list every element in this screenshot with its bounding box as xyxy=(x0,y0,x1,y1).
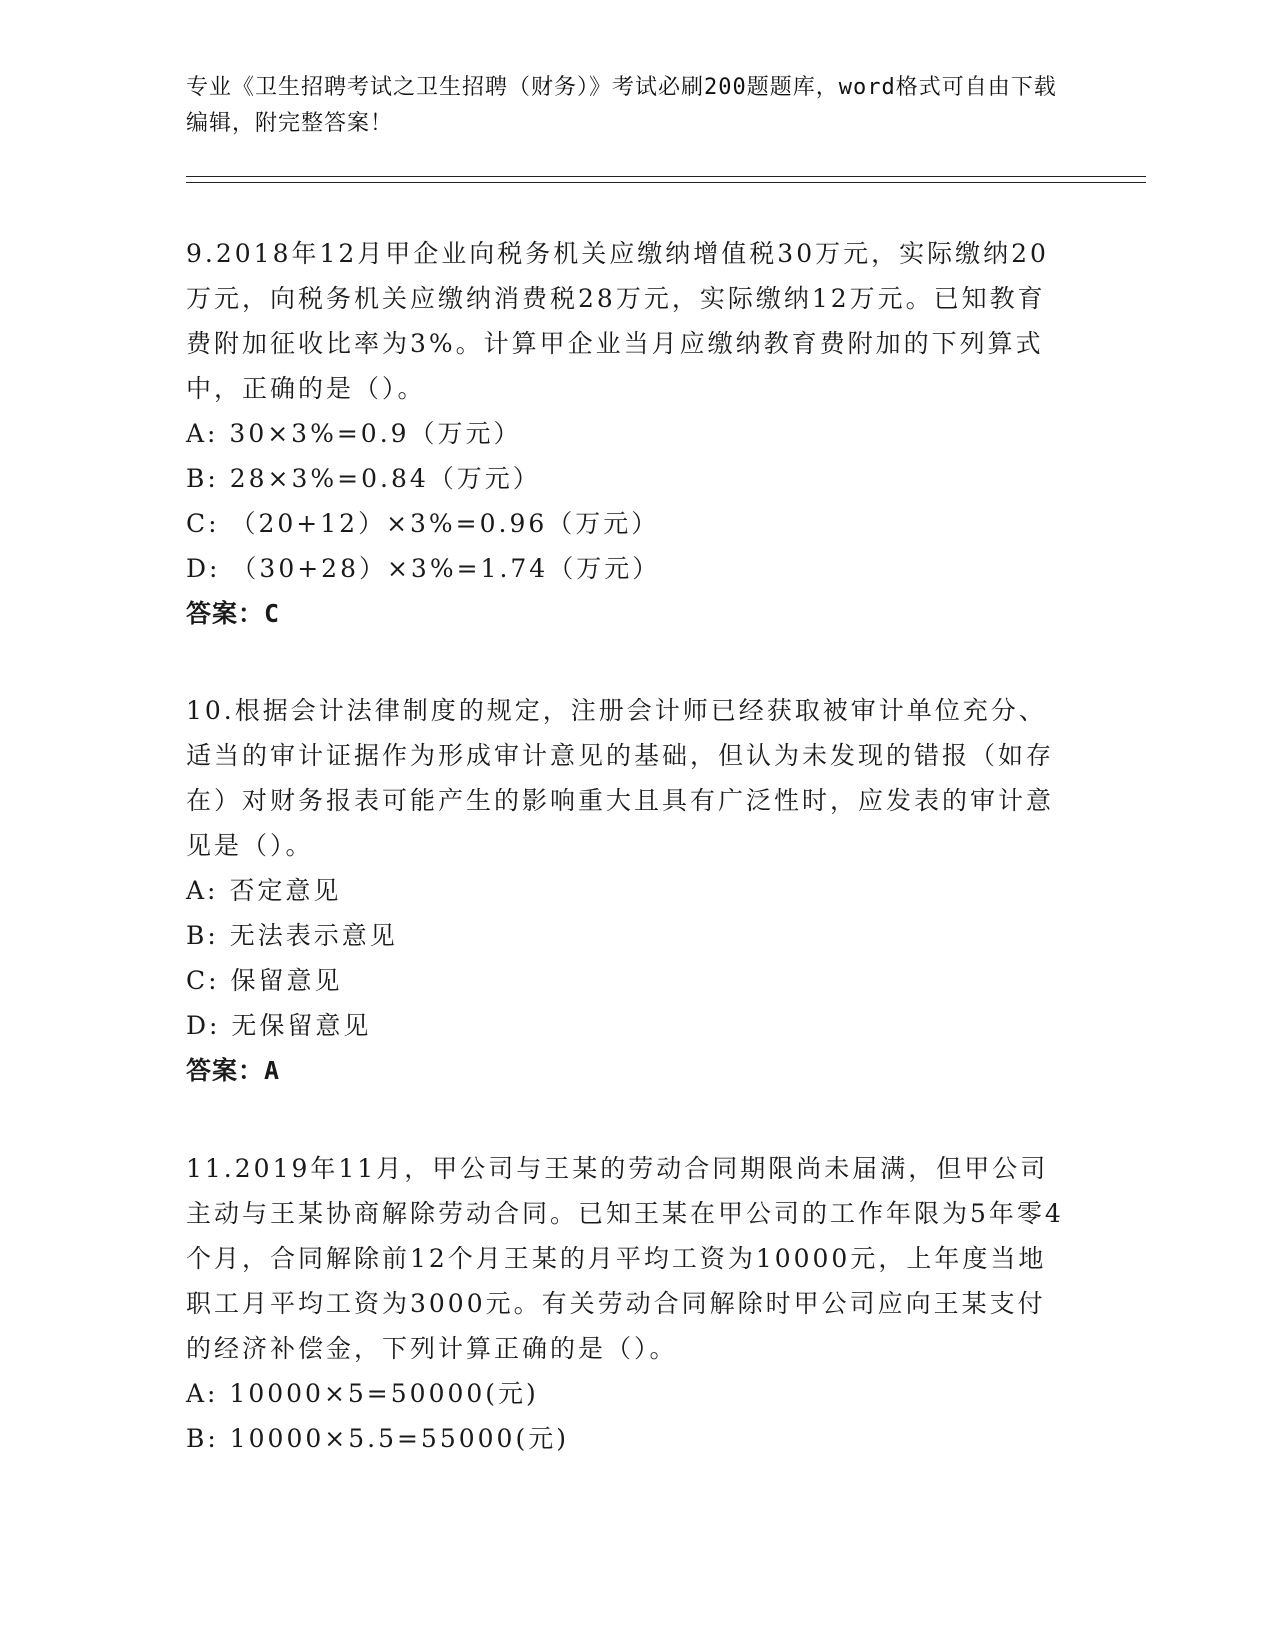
option-b: B: 28×3%=0.84（万元） xyxy=(186,464,541,493)
question-stem: 9.2018年12月甲企业向税务机关应缴纳增值税30万元，实际缴纳20万元，向税务机关应缴纳消费税28万元，实际缴纳12万元。已知教育费附加征收比率为3%。计算甲企业当月应缴纳教育费附加的下列算式中，正确的是（）。 xyxy=(186,239,1049,403)
option-a: A: 10000×5=50000(元) xyxy=(186,1379,539,1408)
option-d: D: 无保留意见 xyxy=(186,1011,372,1040)
option-b: B: 无法表示意见 xyxy=(186,921,398,950)
option-d: D: （30+28）×3%=1.74（万元） xyxy=(186,554,661,583)
option-a: A: 否定意见 xyxy=(186,876,342,905)
header-divider-bottom xyxy=(186,182,1146,183)
question-10 xyxy=(186,688,1066,1093)
option-b: B: 10000×5.5=55000(元) xyxy=(186,1424,569,1453)
question-9 xyxy=(186,231,1066,636)
document-header: 专业《卫生招聘考试之卫生招聘（财务）》考试必刷200题题库，word格式可自由下载编辑，附完整答案！ xyxy=(186,75,1057,136)
question-11 xyxy=(186,1146,1066,1461)
header-divider-top xyxy=(186,176,1146,177)
option-c: C: （20+12）×3%=0.96（万元） xyxy=(186,509,660,538)
answer-text: 答案：A xyxy=(186,1056,281,1085)
question-stem: 11.2019年11月，甲公司与王某的劳动合同期限尚未届满，但甲公司主动与王某协商解除劳动合同。已知王某在甲公司的工作年限为5年零4个月，合同解除前12个月王某的月平均工资为10000元，上年度当地职工月平均工资为3000元。有关劳动合同解除时甲公司应向王某支付的经济补偿金，下列计算正确的是（）。 xyxy=(186,1154,1064,1363)
question-stem: 10.根据会计法律制度的规定，注册会计师已经获取被审计单位充分、适当的审计证据作为形成审计意见的基础，但认为未发现的错报（如存在）对财务报表可能产生的影响重大且具有广泛性时，应发表的审计意见是（）。 xyxy=(186,696,1055,860)
option-a: A: 30×3%=0.9（万元） xyxy=(186,419,522,448)
option-c: C: 保留意见 xyxy=(186,966,343,995)
answer-text: 答案：C xyxy=(186,599,281,628)
